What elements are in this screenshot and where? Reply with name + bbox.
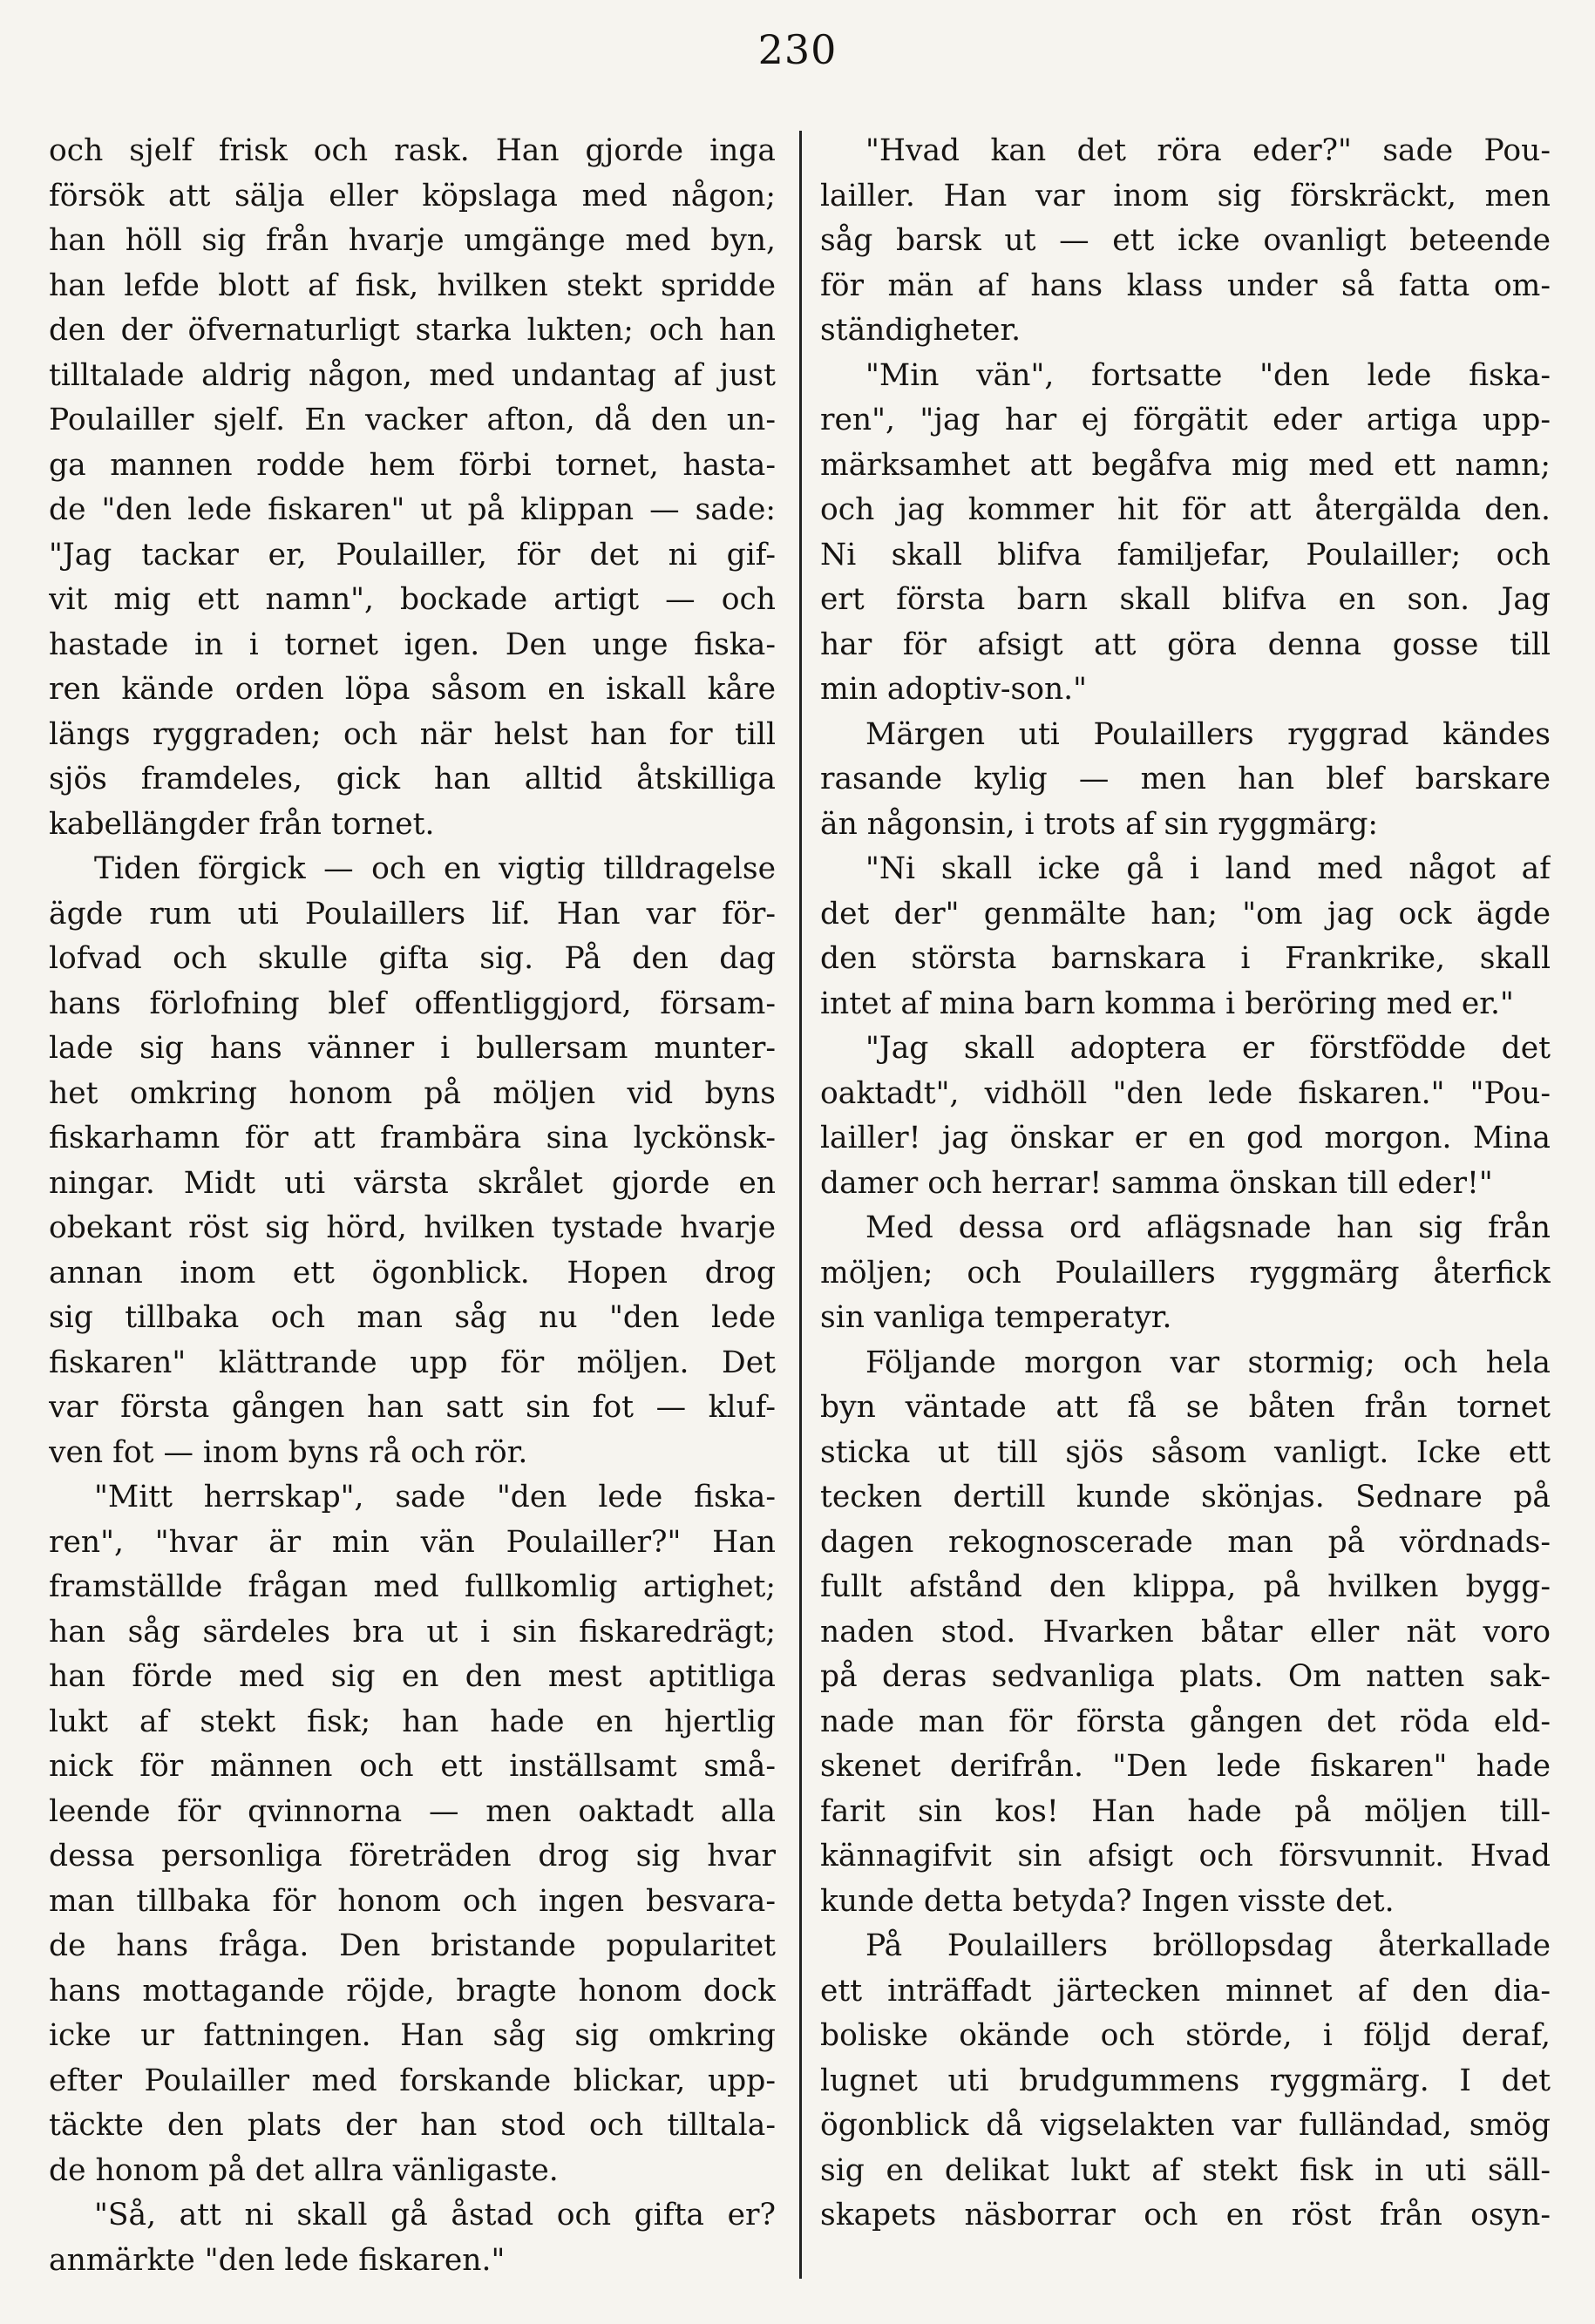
text-line: och jag kommer hit för att återgälda den. [820, 492, 1551, 527]
text-line: Med dessa ord aflägsnade han sig från [865, 1210, 1551, 1245]
text-line: "Jag skall adoptera er förstfödde det [865, 1031, 1551, 1066]
text-line: byn väntade att få se båten från tornet [820, 1390, 1551, 1425]
text-line: ren", "hvar är min vän Poulailler?" Han [49, 1524, 776, 1560]
text-line: "Ni skall icke gå i land med något af [865, 851, 1551, 886]
text-line: de hans fråga. Den bristande popularitet [49, 1928, 776, 1963]
text-line: nade man för första gången det röda eld- [820, 1704, 1551, 1739]
text-line: täckte den plats der han stod och tilltala- [49, 2108, 776, 2143]
text-line: Följande morgon var stormig; och hela [865, 1345, 1551, 1380]
text-line: farit sin kos! Han hade på möljen till- [820, 1793, 1551, 1829]
text-line: sin vanliga temperatyr. [820, 1300, 1172, 1335]
text-line: man tillbaka för honom och ingen besvara- [49, 1883, 776, 1919]
text-line: kabellängder från tornet. [49, 806, 435, 842]
text-line: möljen; och Poulaillers ryggmärg återfick [820, 1255, 1551, 1291]
text-line: ren", "jag har ej förgätit eder artiga upp- [820, 403, 1551, 437]
text-line: den största barnskara i Frankrike, skall [820, 941, 1551, 976]
text-line: lailler. Han var inom sig förskräckt, men [820, 178, 1551, 213]
text-line: vit mig ett namn", bockade artigt — och [49, 582, 776, 617]
page-number: 230 [757, 26, 838, 73]
text-line: dessa personliga företräden drog sig hvar [49, 1839, 776, 1873]
text-line: sticka ut till sjös såsom vanligt. Icke ett [820, 1434, 1551, 1470]
text-line: han lefde blott af fisk, hvilken stekt spridde [49, 268, 776, 303]
text-line: fiskaren" klättrande upp för möljen. Det [49, 1345, 776, 1380]
text-line: obekant röst sig hörd, hvilken tystade hvarje [49, 1210, 776, 1245]
text-line: lailler! jag önskar er en god morgon. Mina [820, 1121, 1551, 1155]
text-line: sjös framdeles, gick han alltid åtskilliga [49, 762, 776, 796]
text-line: rasande kylig — men han blef barskare [820, 762, 1551, 796]
text-line: lugnet uti brudgummens ryggmärg. I det [820, 2063, 1551, 2098]
text-line: har för afsigt att göra denna gosse till [820, 627, 1551, 662]
text-line: var första gången han satt sin fot — kluf- [49, 1390, 776, 1425]
text-line: "Mitt herrskap", sade "den lede fiska- [94, 1480, 776, 1514]
right-column [820, 129, 1551, 2239]
text-line: de "den lede fiskaren" ut på klippan — sade: [49, 492, 776, 527]
text-line: och sjelf frisk och rask. Han gjorde inga [49, 133, 776, 168]
text-line: sig en delikat lukt af stekt fisk in uti säll- [820, 2152, 1551, 2188]
text-line: "Min vän", fortsatte "den lede fiska- [865, 357, 1551, 393]
text-line: ögonblick då vigselakten var fulländad, smög [820, 2108, 1551, 2143]
text-line: han såg särdeles bra ut i sin fiskaredrägt; [49, 1614, 776, 1650]
text-line: märksamhet att begåfva mig med ett namn; [820, 447, 1551, 483]
text-line: skapets näsborrar och en röst från osyn- [820, 2198, 1551, 2233]
text-line: ert första barn skall blifva en son. Jag [820, 582, 1551, 617]
text-line: het omkring honom på möljen vid byns [49, 1075, 776, 1111]
text-line: Poulailler sjelf. En vacker afton, då den un- [49, 403, 776, 437]
text-line: försök att sälja eller köpslaga med någon; [49, 178, 776, 213]
text-line: ven fot — inom byns rå och rör. [49, 1434, 528, 1470]
text-line: ägde rum uti Poulaillers lif. Han var för- [49, 896, 776, 932]
text-line: oaktadt", vidhöll "den lede fiskaren." "Pou- [820, 1075, 1551, 1111]
text-line: efter Poulailler med forskande blickar, upp- [49, 2063, 776, 2098]
text-line: för män af hans klass under så fatta om- [820, 268, 1551, 303]
text-line: hans förlofning blef offentliggjord, försam- [49, 986, 776, 1021]
text-line: tecken dertill kunde skönjas. Sednare på [820, 1480, 1551, 1514]
text-line: framställde frågan med fullkomlig artighet; [49, 1569, 776, 1604]
text-line: fullt afstånd den klippa, på hvilken bygg- [820, 1569, 1551, 1604]
text-line: Märgen uti Poulaillers ryggrad kändes [865, 716, 1551, 752]
text-line: "Hvad kan det röra eder?" sade Pou- [865, 133, 1551, 168]
text-line: de honom på det allra vänligaste. [49, 2152, 559, 2188]
text-line: ständigheter. [820, 313, 1021, 348]
text-line: hastade in i tornet igen. Den unge fiska- [49, 627, 776, 662]
text-line: skenet derifrån. "Den lede fiskaren" hade [820, 1749, 1551, 1784]
text-line: lofvad och skulle gifta sig. På den dag [49, 941, 776, 976]
text-line: "Så, att ni skall gå åstad och gifta er? [94, 2198, 776, 2233]
text-line: damer och herrar! samma önskan till eder!" [820, 1165, 1493, 1201]
text-line: än någonsin, i trots af sin ryggmärg: [820, 806, 1379, 842]
text-line: anmärkte "den lede fiskaren." [49, 2242, 506, 2278]
column-divider [799, 131, 802, 2279]
text-line: tilltalade aldrig någon, med undantag af just [49, 357, 776, 393]
text-line: lade sig hans vänner i bullersam munter- [49, 1031, 776, 1066]
text-line: kunde detta betyda? Ingen visste det. [820, 1883, 1395, 1919]
text-line: Tiden förgick — och en vigtig tilldragelse [94, 851, 776, 886]
text-line: han förde med sig en den mest aptitliga [49, 1659, 776, 1694]
text-line: dagen rekognoscerade man på vördnads- [820, 1524, 1551, 1560]
text-line: fiskarhamn för att frambära sina lyckönsk- [49, 1121, 776, 1155]
text-line: hans mottagande röjde, bragte honom dock [49, 1973, 776, 2009]
text-line: boliske okände och störde, i följd deraf, [820, 2018, 1551, 2053]
text-line: på deras sedvanliga plats. Om natten sak- [820, 1659, 1551, 1694]
text-line: lukt af stekt fisk; han hade en hjertlig [49, 1704, 776, 1739]
text-line: han höll sig från hvarje umgänge med byn, [49, 223, 776, 258]
text-line: nick för männen och ett inställsamt små- [49, 1749, 776, 1784]
text-line: ett inträffadt järtecken minnet af den dia- [820, 1973, 1551, 2009]
left-column [49, 129, 776, 2283]
text-line: det der" genmälte han; "om jag ock ägde [820, 896, 1551, 932]
text-line: ren kände orden löpa såsom en iskall kåre [49, 672, 776, 707]
text-line: längs ryggraden; och när helst han for till [49, 716, 776, 752]
text-line: såg barsk ut — ett icke ovanligt beteende [820, 223, 1551, 258]
text-line: "Jag tackar er, Poulailler, för det ni gif- [49, 537, 776, 573]
text-line: leende för qvinnorna — men oaktadt alla [49, 1793, 776, 1829]
text-line: På Poulaillers bröllopsdag återkallade [865, 1928, 1551, 1963]
text-line: naden stod. Hvarken båtar eller nät voro [820, 1614, 1551, 1650]
text-line: kännagifvit sin afsigt och försvunnit. Hvad [820, 1839, 1551, 1873]
text-line: Ni skall blifva familjefar, Poulailler; och [820, 537, 1551, 573]
text-line: min adoptiv-son." [820, 672, 1088, 707]
text-line: ningar. Midt uti värsta skrålet gjorde en [49, 1165, 776, 1201]
text-line: sig tillbaka och man såg nu "den lede [49, 1300, 776, 1335]
text-line: icke ur fattningen. Han såg sig omkring [49, 2018, 776, 2053]
text-line: intet af mina barn komma i beröring med er." [820, 986, 1514, 1021]
text-line: annan inom ett ögonblick. Hopen drog [49, 1255, 776, 1291]
text-line: ga mannen rodde hem förbi tornet, hasta- [49, 447, 776, 483]
text-line: den der öfvernaturligt starka lukten; och han [49, 313, 776, 348]
